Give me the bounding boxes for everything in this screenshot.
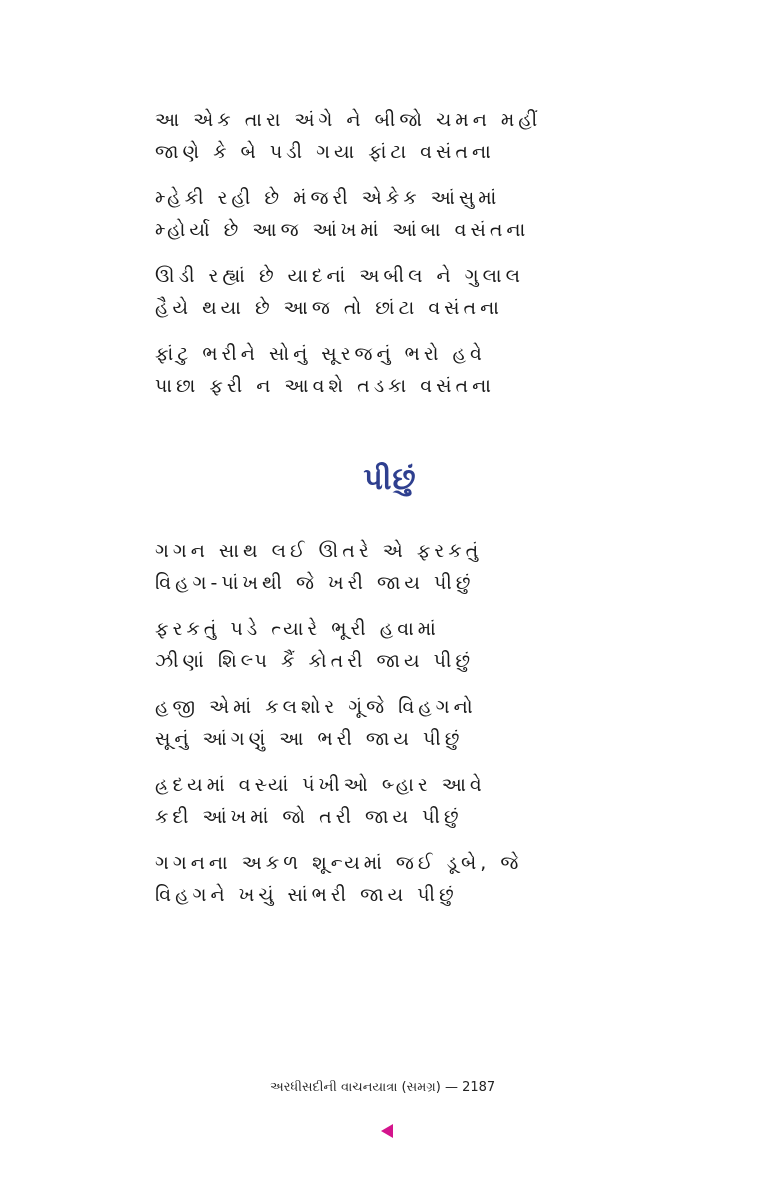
page-footer: અરધીસદીની વાચનયાત્રા (સમગ્ર) — 2187 xyxy=(270,1080,496,1095)
stanza xyxy=(155,104,615,168)
stanza xyxy=(155,260,615,324)
poem-line: પાછા ફરી ન આવશે તડકા વસંતના xyxy=(155,375,495,397)
poem-line: હજી એમાં કલશોર ગૂંજે વિહગનો xyxy=(155,696,477,718)
poem-line: જાણે કે બે પડી ગયા ફાંટા વસંતના xyxy=(155,141,495,163)
poem-title: પીછું xyxy=(363,462,417,497)
poem-line: કદી આંખમાં જો તરી જાય પીછું xyxy=(155,806,463,828)
poem-line: ગગન સાથ લઈ ઊતરે એ ફરકતું xyxy=(155,540,483,562)
poem-line: વિહગને ખચું સાંભરી જાય પીછું xyxy=(155,884,458,906)
stanza xyxy=(155,847,615,911)
poem-line: વિહગ-પાંખથી જે ખરી જાય પીછું xyxy=(155,572,475,594)
poem-1 xyxy=(155,104,615,402)
stanza xyxy=(155,613,615,677)
poem-line: મ્હોર્યા છે આજ આંખમાં આંબા વસંતના xyxy=(155,219,530,241)
poem-line: ગગનના અકળ શૂન્યમાં જઈ ડૂબે, જે xyxy=(155,852,523,874)
poem-line: હૈયે થયા છે આજ તો છાંટા વસંતના xyxy=(155,297,503,319)
stanza xyxy=(155,769,615,833)
stanza xyxy=(155,182,615,246)
poem-line: હ્રદયમાં વસ્યાં પંખીઓ બ્હાર આવે xyxy=(155,774,486,796)
poem-2 xyxy=(155,535,615,911)
poem-line: ઊડી રહ્યાં છે યાદનાં અબીલ ને ગુલાલ xyxy=(155,265,524,287)
poem-line: આ એક તારા અંગે ને બીજો ચમન મહીં xyxy=(155,109,542,131)
stanza xyxy=(155,535,615,599)
poem-line: ફાંટુ ભરીને સોનું સૂરજનું ભરો હવે xyxy=(155,343,486,365)
poem-line: મ્હેકી રહી છે મંજરી એકેક આંસુમાં xyxy=(155,187,501,209)
previous-page-arrow-icon[interactable] xyxy=(381,1124,393,1138)
poem-line: સૂનું આંગણું આ ભરી જાય પીછું xyxy=(155,728,464,750)
stanza xyxy=(155,691,615,755)
poem-line: ઝીણાં શિલ્પ કૈં કોતરી જાય પીછું xyxy=(155,650,475,672)
poem-line: ફરકતું પડે ત્યારે ભૂરી હવામાં xyxy=(155,618,440,640)
stanza xyxy=(155,338,615,402)
